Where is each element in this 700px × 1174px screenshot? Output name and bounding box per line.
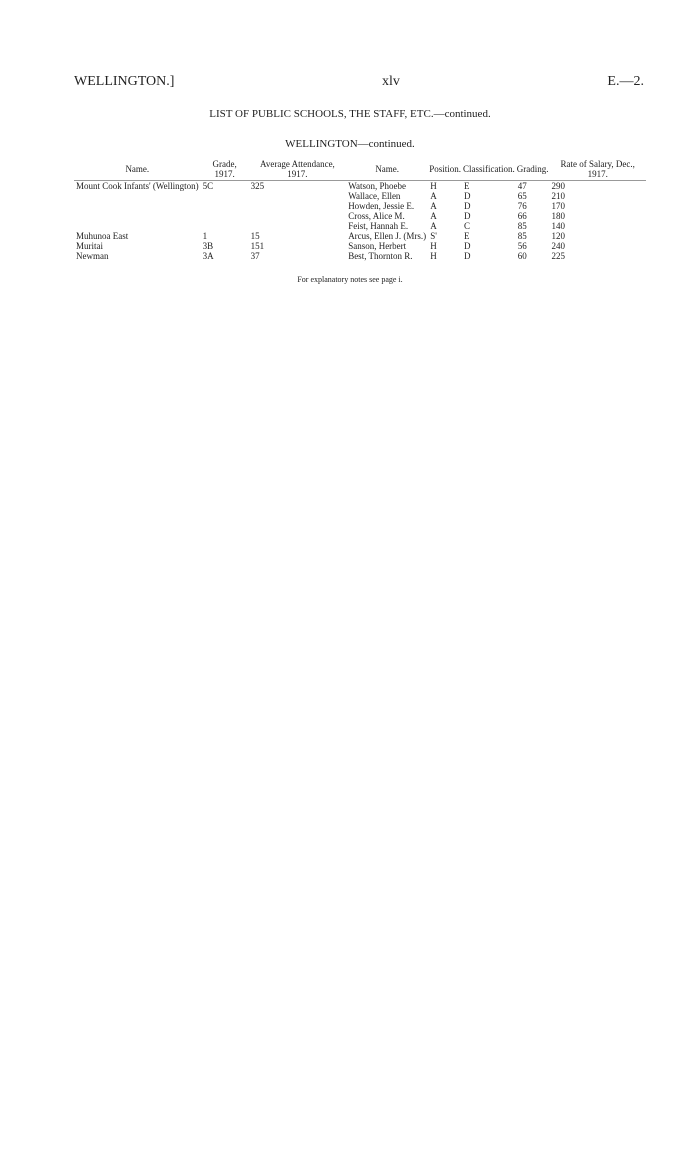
- column-header: Grading.: [516, 158, 550, 181]
- table-cell: 56: [517, 241, 527, 251]
- table-cell: Muritai: [76, 241, 103, 251]
- table-cell: D: [463, 211, 471, 221]
- table-cell: H: [430, 181, 437, 191]
- table-cell: E: [463, 181, 470, 191]
- table-cell: A: [430, 211, 437, 221]
- table-cell: Feist, Hannah E.: [348, 221, 409, 231]
- table-cell: H: [430, 251, 437, 261]
- table-cell: 60: [517, 251, 527, 261]
- table-cell: D: [463, 201, 471, 211]
- table-cell: Newman: [76, 251, 109, 261]
- table-row: [74, 181, 646, 192]
- subtitle: WELLINGTON—continued.: [285, 138, 415, 150]
- table-cell: Best, Thornton R.: [348, 251, 413, 261]
- table-cell: 151: [250, 241, 265, 251]
- table-cell: [74, 211, 201, 221]
- table-cell: [249, 201, 347, 211]
- table-cell: 5C: [202, 181, 214, 191]
- column-header: Rate of Salary, Dec., 1917.: [549, 158, 646, 181]
- table-cell: 15: [250, 231, 260, 241]
- table-cell: 140: [551, 221, 565, 231]
- column-header: Name.: [74, 158, 201, 181]
- table-row: [74, 251, 646, 261]
- column-header: Classification.: [462, 158, 516, 181]
- table-cell: A: [430, 201, 437, 211]
- table-cell: [201, 221, 249, 231]
- table-row: [74, 231, 646, 241]
- table-cell: Wallace, Ellen: [348, 191, 401, 201]
- table-cell: [249, 211, 347, 221]
- table-cell: [249, 191, 347, 201]
- table-row: [74, 211, 646, 221]
- header-right: E.—2.: [607, 74, 644, 89]
- table-cell: 290: [551, 181, 565, 191]
- table-cell: 3B: [202, 241, 214, 251]
- table-cell: 85: [517, 231, 527, 241]
- table-cell: 85: [517, 221, 527, 231]
- table-cell: [249, 221, 347, 231]
- table-cell: 76: [517, 201, 527, 211]
- table-cell: [201, 211, 249, 221]
- table-cell: D: [463, 251, 471, 261]
- table-cell: 210: [551, 191, 565, 201]
- table-cell: 170: [551, 201, 565, 211]
- table-cell: [201, 201, 249, 211]
- table-cell: Muhunoa East: [76, 231, 129, 241]
- table-cell: Sanson, Herbert: [348, 241, 407, 251]
- table-cell: 66: [517, 211, 527, 221]
- table-cell: Watson, Phoebe: [348, 181, 406, 191]
- title: LIST OF PUBLIC SCHOOLS, THE STAFF, ETC.—continued.: [209, 108, 491, 120]
- table-cell: D: [463, 241, 471, 251]
- column-header: Name.: [346, 158, 428, 181]
- table-cell: [74, 201, 201, 211]
- staff-table: [74, 158, 646, 261]
- page-number: xlv: [381, 74, 400, 89]
- table-cell: 225: [551, 251, 565, 261]
- column-header: Position.: [428, 158, 462, 181]
- table-cell: S': [430, 231, 437, 241]
- table-cell: A: [430, 221, 437, 231]
- column-header: Average Attendance, 1917.: [249, 158, 347, 181]
- table-cell: A: [430, 191, 437, 201]
- table-row: [74, 241, 646, 251]
- table-row: [74, 201, 646, 211]
- table-cell: [74, 221, 201, 231]
- table-cell: 47: [517, 181, 527, 191]
- table-cell: 1: [202, 231, 208, 241]
- table-cell: 325: [250, 181, 265, 191]
- column-header: Grade, 1917.: [201, 158, 249, 181]
- footer-note: For explanatory notes see page i.: [297, 275, 403, 284]
- table-cell: [74, 191, 201, 201]
- table-cell: C: [463, 221, 470, 231]
- table-cell: 240: [551, 241, 565, 251]
- table-cell: [201, 191, 249, 201]
- table-cell: D: [463, 191, 471, 201]
- table-cell: Cross, Alice M.: [348, 211, 405, 221]
- table-cell: 3A: [202, 251, 214, 261]
- table-row: [74, 221, 646, 231]
- table-cell: 65: [517, 191, 527, 201]
- table-row: [74, 191, 646, 201]
- table-cell: E: [463, 231, 470, 241]
- table-cell: 37: [250, 251, 260, 261]
- table-cell: Arcus, Ellen J. (Mrs.): [348, 231, 427, 241]
- table-cell: H: [430, 241, 437, 251]
- table-cell: 180: [551, 211, 565, 221]
- table-cell: Howden, Jessie E.: [348, 201, 415, 211]
- header-left: WELLINGTON.]: [74, 74, 175, 89]
- table-cell: 120: [551, 231, 565, 241]
- table-cell: Mount Cook Infants' (Wellington): [76, 181, 199, 191]
